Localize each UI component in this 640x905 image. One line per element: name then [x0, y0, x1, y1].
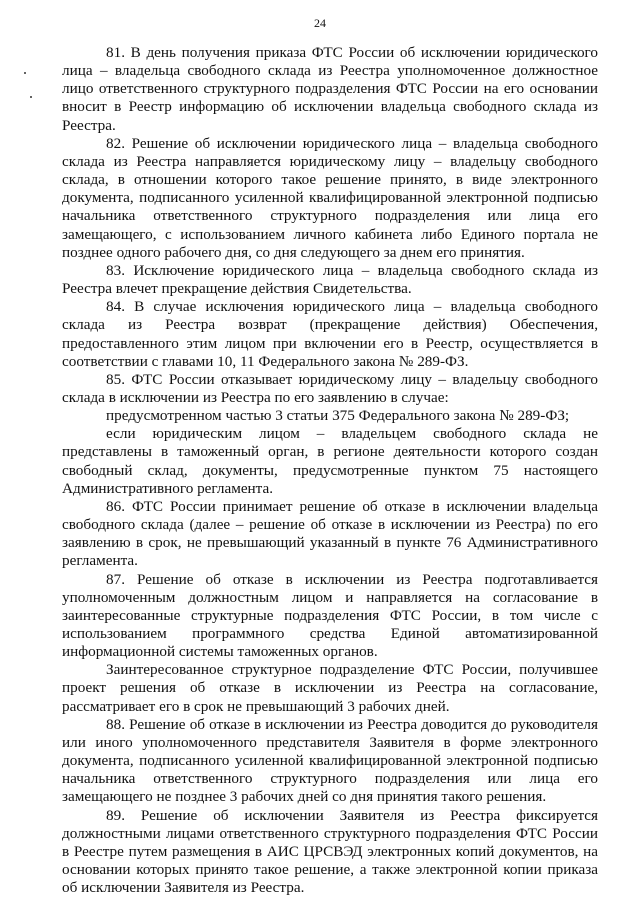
- paragraph-85-item-2: если юридическим лицом – владельцем свободного склада не представлены в таможенный орган, в регионе деятельности которого создан свободный склад, документы, предусмотренные пунктом 75 настоящего Административного регламента.: [62, 425, 598, 497]
- paragraph-82: 82. Решение об исключении юридического лица – владельца свободного склада из Реестра направляется юридическому лицу – владельцу свободного склада, в отношении которого такое решение принято, в виде электронного документа, подписанного усиленной квалифицированной электронной подписью начальника ответственного структурного подразделения или лица его замещающего, с использованием личного кабинета либо Единого портала не позднее одного рабочего дня, со дня следующего за днем его принятия.: [62, 134, 598, 261]
- paragraph-84: 84. В случае исключения юридического лица – владельца свободного склада из Реестра возврат (прекращение действия) Обеспечения, предоставленного этим лицом при включении его в Реестр, осуществляется в соответствии с главами 10, 11 Федерального закона № 289-ФЗ.: [62, 298, 598, 370]
- scan-speck: [24, 72, 26, 74]
- paragraph-81: 81. В день получения приказа ФТС России об исключении юридического лица – владельца свободного склада из Реестра уполномоченное должностное лицо ответственного структурного подразделения ФТС России на его основании вносит в Реестр информацию об исключении владельца свободного склада из Реестра.: [62, 44, 598, 134]
- paragraph-85-item-1: предусмотренном частью 3 статьи 375 Федерального закона № 289-ФЗ;: [106, 407, 570, 425]
- paragraph-87: 87. Решение об отказе в исключении из Реестра подготавливается уполномоченным должностным лицом и направляется на согласование в заинтересованные структурные подразделения ФТС России, в том числе с использованием программного средства Единой автоматизированной информационной системы таможенных органов.: [62, 570, 598, 661]
- paragraph-88: 88. Решение об отказе в исключении из Реестра доводится до руководителя или иного уполномоченного представителя Заявителя в форме электронного документа, подписанного усиленной квалифицированной электронной подписью начальника ответственного структурного подразделения или лица его замещающего не позднее 3 рабочих дней со дня принятия такого решения.: [62, 715, 598, 806]
- paragraph-89: 89. Решение об исключении Заявителя из Реестра фиксируется должностными лицами ответственного структурного подразделения ФТС России в Реестре путем размещения в АИС ЦРСВЭД электронных копий документов, на основании которых принято такое решение, а также электронной копии приказа об исключении Заявителя из Реестра.: [62, 806, 598, 897]
- page-number: 24: [314, 16, 326, 30]
- paragraph-85: 85. ФТС России отказывает юридическому лицу – владельцу свободного склада в исключении из Реестра по его заявлению в случае:: [62, 370, 598, 406]
- paragraph-83: 83. Исключение юридического лица – владельца свободного склада из Реестра влечет прекращение действия Свидетельства.: [62, 261, 598, 298]
- scan-speck: [30, 96, 32, 98]
- paragraph-87-continuation: Заинтересованное структурное подразделение ФТС России, получившее проект решения об отказе в исключении из Реестра на согласование, рассматривает его в срок не превышающий 3 рабочих дней.: [62, 661, 598, 715]
- paragraph-86: 86. ФТС России принимает решение об отказе в исключении владельца свободного склада (далее – решение об отказе в исключении из Реестра) по его заявлению в срок, не превышающий указанный в пункте 76 Административного регламента.: [62, 497, 598, 570]
- document-body: [62, 44, 598, 897]
